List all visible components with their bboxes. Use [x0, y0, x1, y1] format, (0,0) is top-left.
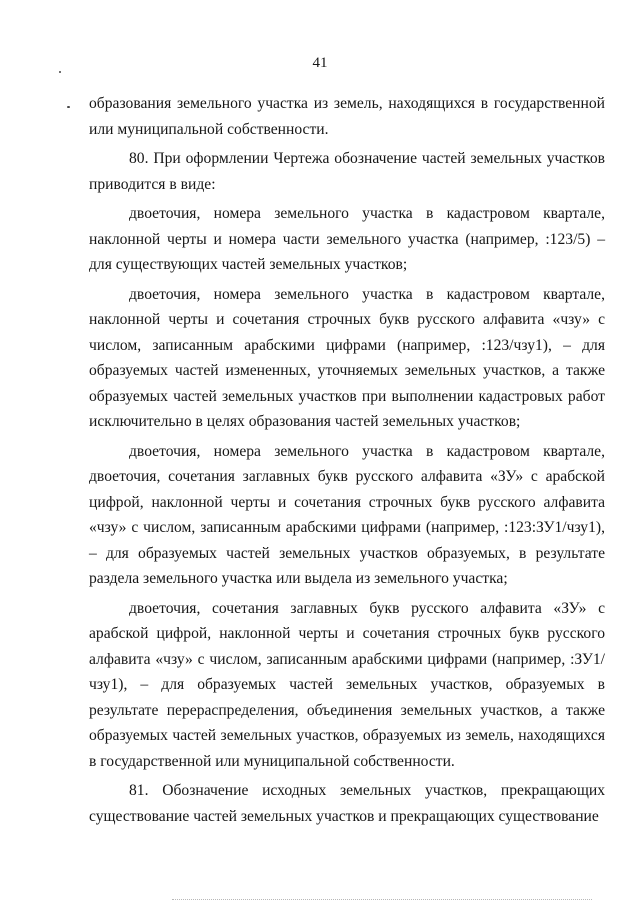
paragraph-continuation: образования земельного участка из земель, находящихся в государственной или муниципальной собственности. [89, 95, 605, 138]
body-text [89, 91, 605, 829]
page-number: 41 [312, 55, 328, 71]
paragraph-division-parcels: двоеточия, номера земельного участка в кадастровом квартале, двоеточия, сочетания заглавных букв русского алфавита «ЗУ» с арабской цифрой, наклонной черты и сочетания строчных букв русского алфавита «чзу» с числом, записанным арабскими цифрами (например, :123:ЗУ1/чзу1), – для образуемых частей земельных участков образуемых, в результате раздела земельного участка или выдела из земельного участка; [89, 442, 605, 587]
scan-speck [59, 71, 61, 73]
paragraph-item-80: 80. При оформлении Чертежа обозначение частей земельных участков приводится в виде: [89, 150, 605, 193]
paragraph-existing-parts: двоеточия, номера земельного участка в кадастровом квартале, наклонной черты и номера части земельного участка (например, :123/5) – для существующих частей земельных участков; [89, 205, 605, 273]
scan-speck [67, 106, 70, 108]
scan-edge-mark [172, 899, 592, 901]
paragraph-changed-parcels: двоеточия, номера земельного участка в кадастровом квартале, наклонной черты и сочетания строчных букв русского алфавита «чзу» с числом, записанным арабскими цифрами (например, :123/чзу1), – для образуемых частей измененных, уточняемых земельных участков, а также образуемых частей земельных участков при выполнении кадастровых работ исключительно в целях образования частей земельных участков; [89, 285, 605, 430]
paragraph-redistribution-parcels: двоеточия, сочетания заглавных букв русского алфавита «ЗУ» с арабской цифрой, наклонной черты и сочетания строчных букв русского алфавита «чзу» с числом, записанным арабскими цифрами (например, :ЗУ1/чзу1), – для образуемых частей земельных участков, образуемых в результате перераспределения, объединения земельных участков, а также образуемых частей земельных участков, образуемых из земель, находящихся в государственной или муниципальной собственности. [89, 599, 605, 770]
paragraph-item-81: 81. Обозначение исходных земельных участков, прекращающих существование частей земельных участков и прекращающих существование [89, 782, 605, 825]
